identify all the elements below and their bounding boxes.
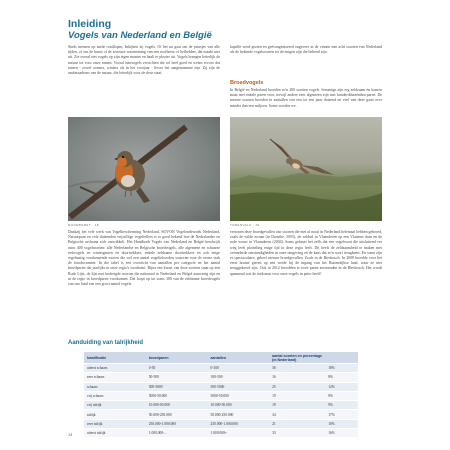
table-cell: vrij schaars [84, 391, 146, 400]
table-row [84, 419, 358, 428]
book-page [62, 12, 388, 442]
table-row [84, 364, 358, 373]
intro-paragraph: Sinds mensen op aarde rondlopen, bekijken zij vogels. Of het nu gaat om de prinsjes van alle tijden, of om de kunst of de serieuze waarneming van een roofbeest of liefhebber, dat maakt niet uit. Zie overal ziet vogels op zijn eigen manier en haalt er plezier uit. Vogels brengen letterlijk de natuur tot voor onze ramen. Vooral tuinvogels verrichten die rol heel goed en weten ervoor dat tuinen - zowel zomers, winters als in het voorjaar - liever het aangenaamste zijn. Zij zijn de ambassadeurs van de natuur, die letterlijk voor de deur staat. [68, 45, 220, 76]
table-cell: 9% [325, 401, 358, 410]
section-paragraph: In België en Nederland broeden zo'n 200 soorten vogels. Sommige zijn erg zeldzaam en komen maar met enkele paren voor, terwijl andere zeer algemeen zijn met honderdduizenden paren. De meeste soorten broeden in aantallen van een tot een paar duizend en veel van deze gaan over minder dan een miljoen. Soms worden we. [230, 88, 382, 108]
table-cell: 19 [269, 401, 325, 410]
table-cell: 500-5000 [146, 382, 208, 391]
kestrel-photo [230, 117, 382, 221]
table-cell: 10.000-50.000 [208, 401, 270, 410]
table-cell: 1.000.000-... [146, 429, 208, 438]
table-cell: 21 [269, 419, 325, 428]
table-row [84, 401, 358, 410]
table-cell: 5000-50.000 [208, 391, 270, 400]
table-cell: vrij talrijk [84, 401, 146, 410]
table-cell: 250.000-1.000.000 [208, 419, 270, 428]
table-cell: talrijk [84, 410, 146, 419]
intro-paragraph-continued: kapelle werd gezien en geëvangeniseerd ongeveer in de vinnen met acht soorten van Nederland als de bekende vogelsoorten tot de enigen zijn die bekend zijn. [230, 45, 382, 55]
table-header-cell [325, 352, 358, 364]
table-cell: 500-5000 [208, 382, 270, 391]
table-cell: uiterst talrijk [84, 429, 146, 438]
page-title: Inleiding [68, 18, 112, 30]
body-paragraph-left: Dankzij het vele werk van Vogelbescherming Nederland, SOVON Vogelonderzoek Nederland, Natuurpunt en vele duizenden vrijwillige vogeltellers is er goed bekend hoe de Nederlandse en Belgische avifauna zich ontwikkelt. Het Handboek Vogels van Nederland en België beschrijft ruim 400 vogelsoorten: alle Nederlandse en Belgische broedvogels, alle algemene en schaarse trekvogels en wintergasten en doortrekkers, enkele zeldzame doortrekkers en ook enige regelmatig voorkomende exoten die wel een aantal vogelteloorden waarvan voor de eerste stuk de fotodocument. In die tabel is een overzicht van aantallen per categorie en het aantal broedparen dat jaarlijks in onze regio's voorkomt. Bijna een kwart van deze soorten staat op een Rode Lijst, de lijst met bedreigde soorten die nationaal in Nederland en België aanwezig zijn en in de regio in broedparen voorkomen. Dat loopt op tot soms 300 van de zeldzame broedvogels van ons land van een groot aantal vogels. [68, 230, 220, 287]
table-cell: zeer talrijk [84, 419, 146, 428]
table-cell: 16% [325, 429, 358, 438]
table-row [84, 382, 358, 391]
table-row [84, 391, 358, 400]
table-cell: zeer schaars [84, 373, 146, 382]
table-cell: 50.000-250.000 [146, 410, 208, 419]
table-header-row [84, 352, 358, 364]
page-subtitle: Vogels van Nederland en België [68, 30, 212, 41]
table-cell: 33 [269, 429, 325, 438]
table-row [84, 410, 358, 419]
table-row [84, 429, 358, 438]
table-cell: 16 [269, 373, 325, 382]
table-cell: 9% [325, 391, 358, 400]
table-title: Aanduiding van talrijkheid [68, 340, 144, 346]
section-heading: Broedvogels [230, 80, 264, 86]
table-cell: 250.000-1.000.000 [146, 419, 208, 428]
table-cell: 10.000-50.000 [146, 401, 208, 410]
table-cell: uiterst schaars [84, 364, 146, 373]
table-cell: 0-50 [146, 364, 208, 373]
table-cell: 19 [269, 391, 325, 400]
table-cell: 1.000.000+ [208, 429, 270, 438]
page-number: 14 [68, 432, 73, 437]
table-header-cell: kwalificatie [84, 352, 146, 364]
table-cell: 25 [269, 382, 325, 391]
photo-caption-right: TORENVALK · 19 [230, 223, 260, 227]
table-cell: 8% [325, 373, 358, 382]
body-paragraph-right: vertonen deze broedgevallen van soorten die niet al nooit in Nederland helemaal hebben gebroed, zoals de wilde zwaan (in Drenthe, 2005), de velduil in Vlaanderen op een Vlaamse duin en de rode wouw in Vlaanderen (2004). Soms gebeurt het zelfs dat een vogelsoort die uitsluitend ver weg leeft plotseling enige tijd in deze regio leeft. Dit heeft de zeldzaamheid te maken met veranderde omstandigheden in onze omgeving en de kans dat zo'n soort terugkeert. En soms zijn er spectaculaire, geheel nieuwe broedgevallen. Zoals in de Biesbosch. In 2008 broedde voor het eerst bruine gieren op een weide bij de ingang van het Buitendijkse land, waar ze niet teruggekeerd zijn. Ook in 2012 broedden er twee paren zeearenden in de Biesbosch. Het wordt spannend wat de toekomst voor onze vogels in petto heeft! [230, 230, 382, 276]
table-row [84, 373, 358, 382]
table-cell: 17% [325, 410, 358, 419]
photo-caption-left: ROODBORST · 18 [68, 223, 99, 227]
table-cell: 50.000-250.000 [208, 410, 270, 419]
table-cell: 36 [269, 364, 325, 373]
table-cell: 50-500 [146, 373, 208, 382]
table-cell: 10% [325, 419, 358, 428]
table-cell: schaars [84, 382, 146, 391]
robin-photo [68, 117, 220, 221]
table-header-cell: aantal soorten en percentage (in Nederland) [269, 352, 325, 364]
table-header-cell: broedparen [146, 352, 208, 364]
table-cell: 0-100 [208, 364, 270, 373]
table-cell: 12% [325, 382, 358, 391]
table-cell: 100-500 [208, 373, 270, 382]
abundance-table [84, 352, 358, 438]
table-cell: 5000-50.000 [146, 391, 208, 400]
table-header-cell: aantallen [208, 352, 270, 364]
table-cell: 34 [269, 410, 325, 419]
table-cell: 18% [325, 364, 358, 373]
